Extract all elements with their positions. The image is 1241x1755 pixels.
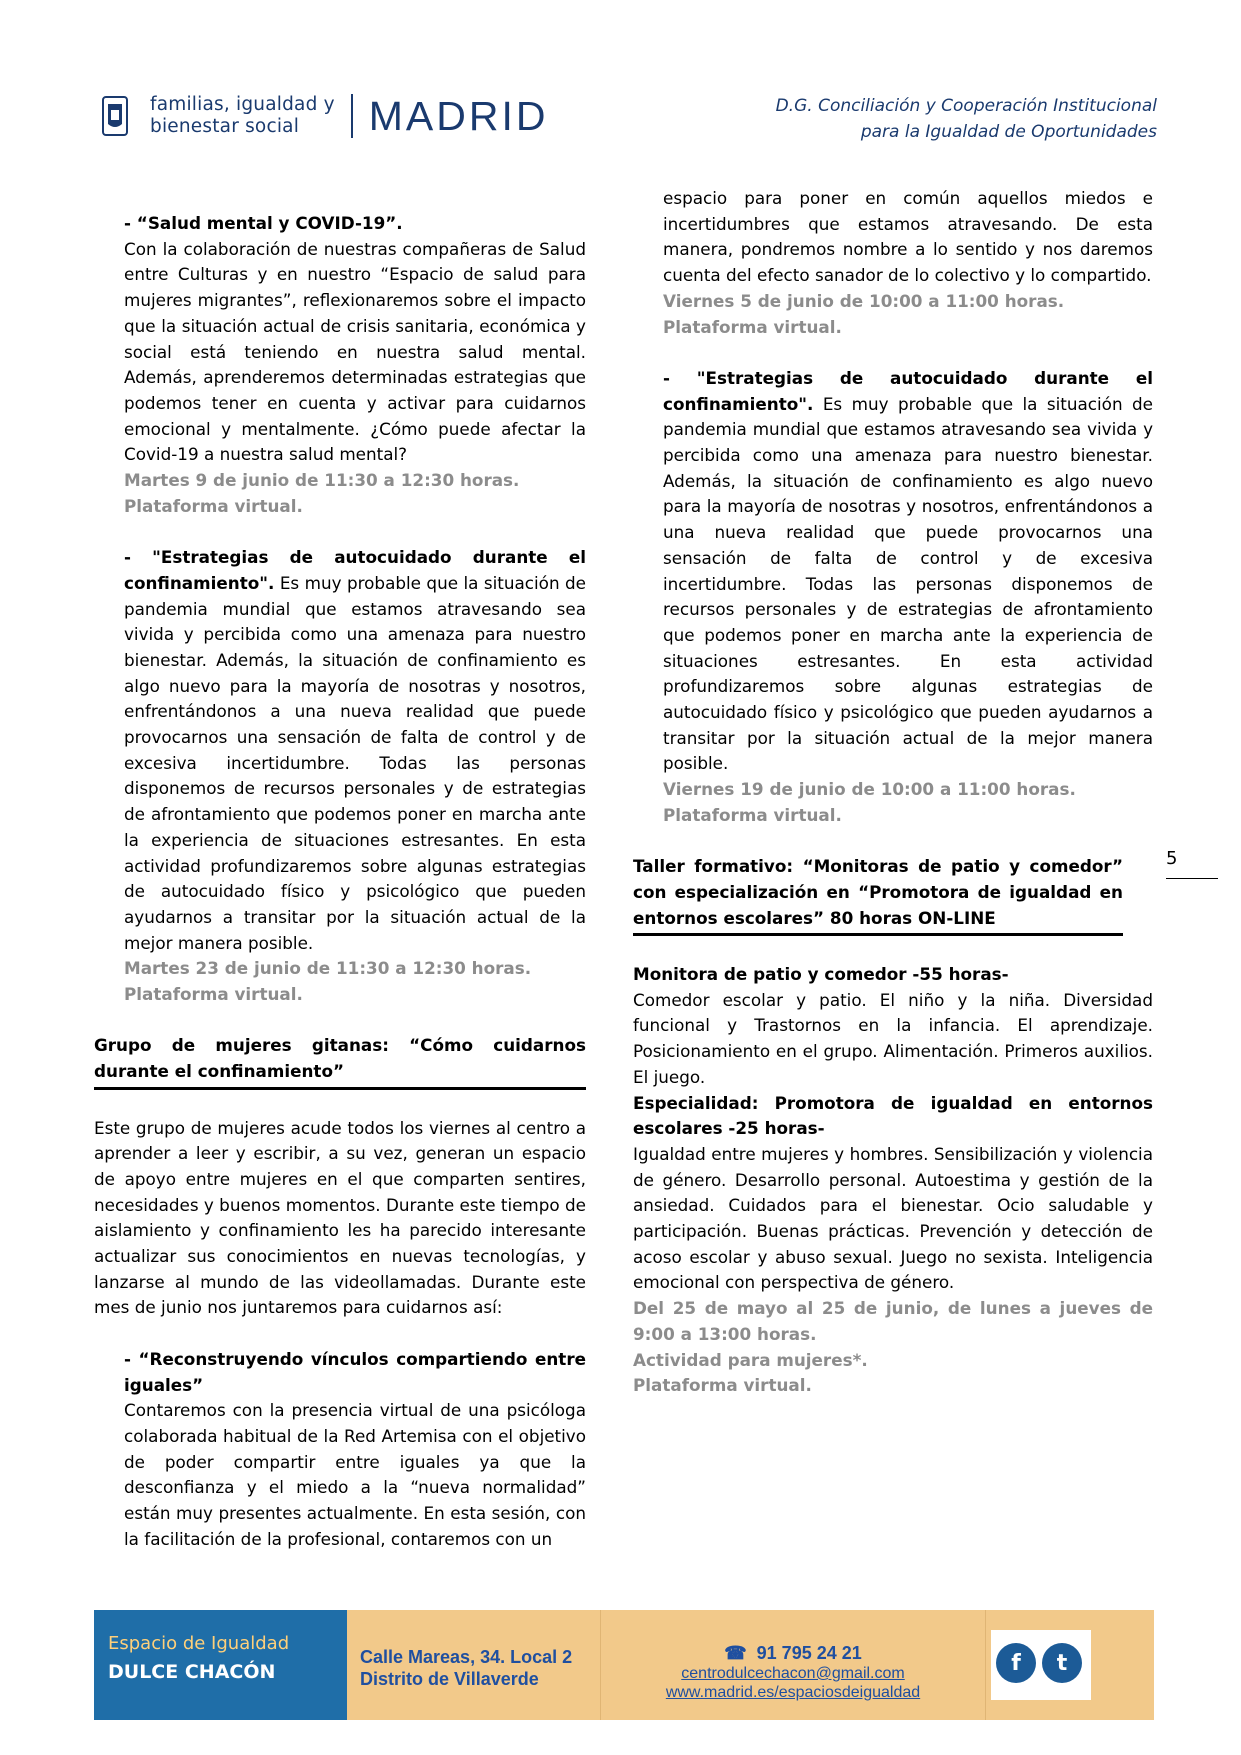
footer-centre-line-2: DULCE CHACÓN <box>108 1661 276 1683</box>
footer-social <box>986 1610 1154 1720</box>
department-line-2: bienestar social <box>150 116 300 137</box>
estrategias-activity-left <box>94 545 586 1008</box>
directorate-heading <box>776 93 1157 145</box>
left-column <box>94 211 586 1553</box>
salud-mental-description: Con la colaboración de nuestras compañeras de Salud entre Culturas y en nuestro “Espacio de salud para mujeres migrantes”, reflexionaremos sobre el impacto que la situación actual de crisis sanitaria, económica y social está teniendo en nuestra salud mental. Además, aprenderemos determinadas estrategias que podemos tener en cuenta y activar para cuidarnos emocional y mentalmente. ¿Cómo puede afectar la Covid-19 a nuestra salud mental? <box>124 238 586 465</box>
reconstruyendo-title: - “Reconstruyendo vínculos compartiendo entre iguales” <box>124 1348 586 1395</box>
reconstruyendo-continued <box>633 186 1153 340</box>
footer-address-line-2: Distrito de Villaverde <box>360 1669 539 1689</box>
gitanas-description: Este grupo de mujeres acude todos los viernes al centro a aprender a leer y escribir, a su vez, generan un espacio de apoyo entre mujeres en el que comparten sentires, necesidades y buenos momentos. Durante este tiempo de aislamiento y confinamiento les ha parecido interesante actualizar sus conocimientos en nuevas tecnologías, y lanzarse al mundo de las videollamadas. Durante este mes de junio nos juntaremos para cuidarnos así: <box>94 1117 587 1318</box>
reconstruyendo-description: Contaremos con la presencia virtual de una psicóloga colaborada habitual de la Red Artemisa con el objetivo de poder compartir entre iguales ya que la desconfianza y el miedo a la “nueva normalidad” están muy presentes actualmente. En esta sesión, con la facilitación de la profesional, contaremos con un <box>124 1400 586 1549</box>
reconstruyendo-activity <box>94 1347 586 1553</box>
estrategias-title-left: - "Estrategias de autocuidado durante el confinamiento". <box>124 547 586 593</box>
phone-icon: ☎ <box>724 1643 747 1663</box>
monitora-title: Monitora de patio y comedor -55 horas- <box>633 964 1009 985</box>
directorate-line-2: para la Igualdad de Oportunidades <box>860 122 1157 142</box>
footer-centre-line-1: Espacio de Igualdad <box>108 1633 290 1654</box>
madrid-logo <box>102 94 548 138</box>
footer-web-link[interactable]: www.madrid.es/espaciosdeigualdad <box>665 1684 921 1701</box>
estrategias-activity-right <box>663 366 1153 829</box>
gitanas-section-title: Grupo de mujeres gitanas: “Cómo cuidarnos durante el confinamiento” <box>94 1033 586 1089</box>
department-line-1: familias, igualdad y <box>150 94 335 115</box>
page-number-rule <box>1166 878 1218 879</box>
salud-mental-date: Martes 9 de junio de 11:30 a 12:30 horas. <box>124 470 520 491</box>
madrid-shield-icon <box>102 96 128 136</box>
taller-section-title: Taller formativo: “Monitoras de patio y comedor” con especialización en “Promotora de igualdad en entornos escolares” 80 horas ON-LINE <box>633 854 1123 936</box>
estrategias-description-right: Es muy probable que la situación de pandemia mundial que estamos atravesando sea vivida y percibida como una amenaza para nuestro bienestar. Además, la situación de confinamiento es algo nuevo para la mayoría de nosotras y nosotros, enfrentándonos a una nueva realidad que puede provocarnos una sensación de falta de control y de excesiva incertidumbre. Todas las personas disponemos de recursos personales y de estrategias de afrontamiento que podemos poner en marcha ante la experiencia de situaciones estresantes. En esta actividad profundizaremos sobre algunas estrategias de autocuidado físico y psicológico que pueden ayudarnos a transitar por la situación actual de la mejor manera posible. <box>663 393 1153 774</box>
department-name <box>150 94 335 138</box>
salud-mental-title: - “Salud mental y COVID-19”. <box>124 213 403 233</box>
estrategias-date-left: Martes 23 de junio de 11:30 a 12:30 horas. <box>124 958 532 979</box>
estrategias-place-left: Plataforma virtual. <box>124 984 303 1005</box>
logo-divider <box>351 94 353 138</box>
especialidad-title: Especialidad: Promotora de igualdad en entornos escolares -25 horas- <box>633 1092 1153 1139</box>
salud-mental-place: Plataforma virtual. <box>124 495 303 516</box>
estrategias-date-right: Viernes 19 de junio de 10:00 a 11:00 horas. <box>663 779 1076 800</box>
facebook-icon[interactable]: f <box>996 1643 1036 1683</box>
taller-date: Del 25 de mayo al 25 de junio, de lunes a jueves de 9:00 a 13:00 horas. <box>633 1298 1153 1344</box>
taller-audience: Actividad para mujeres*. <box>633 1349 868 1370</box>
estrategias-title-right: - "Estrategias de autocuidado durante el confinamiento". <box>663 367 1153 414</box>
madrid-wordmark: MADRID <box>368 92 549 139</box>
right-column <box>633 186 1153 1399</box>
footer-email-link[interactable]: centrodulcechacon@gmail.com <box>681 1665 905 1682</box>
footer-banner <box>94 1610 1154 1720</box>
estrategias-description-left: Es muy probable que la situación de pandemia mundial que estamos atravesando sea vivida y percibida como una amenaza para nuestro bienestar. Además, la situación de confinamiento es algo nuevo para la mayoría de nosotras y nosotros, enfrentándonos a una nueva realidad que puede provocarnos una sensación de falta de control y de excesiva incertidumbre. Todas las personas disponemos de recursos personales y de estrategias de afrontamiento que podemos poner en marcha ante la experiencia de situaciones estresantes. En esta actividad profundizaremos sobre algunas estrategias de autocuidado físico y psicológico que pueden ayudarnos a transitar por la situación actual de la mejor manera posible. <box>124 572 586 953</box>
taller-place: Plataforma virtual. <box>633 1375 812 1396</box>
estrategias-paragraph-right <box>663 366 1153 777</box>
reconstruyendo-date: Viernes 5 de junio de 10:00 a 11:00 horas. <box>663 290 1065 311</box>
monitora-description: Comedor escolar y patio. El niño y la niña. Diversidad funcional y Trastornos en la infancia. El aprendizaje. Posicionamiento en el grupo. Alimentación. Primeros auxilios. El juego. <box>633 989 1153 1087</box>
estrategias-place-right: Plataforma virtual. <box>663 804 842 825</box>
reconstruyendo-description-continued: espacio para poner en común aquellos miedos e incertidumbres que estamos atravesando. De esta manera, pondremos nombre a lo sentido y nos daremos cuenta del efecto sanador de lo colectivo y lo compartido. <box>663 188 1153 286</box>
twitter-icon[interactable]: t <box>1042 1643 1082 1683</box>
footer-centre-name <box>94 1610 347 1720</box>
footer-phone[interactable] <box>601 1642 985 1664</box>
footer-contact <box>600 1610 986 1720</box>
reconstruyendo-place: Plataforma virtual. <box>663 316 842 337</box>
footer-address <box>347 1610 600 1720</box>
taller-details <box>633 962 1153 1399</box>
page-number: 5 <box>1166 848 1178 869</box>
footer-phone-number: 91 795 24 21 <box>756 1643 862 1663</box>
footer-address-line-1: Calle Mareas, 34. Local 2 <box>360 1647 573 1667</box>
salud-mental-activity <box>94 211 586 519</box>
estrategias-paragraph-left <box>124 545 586 956</box>
directorate-line-1: D.G. Conciliación y Cooperación Institucional <box>775 96 1157 116</box>
especialidad-description: Igualdad entre mujeres y hombres. Sensibilización y violencia de género. Desarrollo personal. Autoestima y gestión de la ansiedad. Cuidados para el bienestar. Ocio saludable y participación. Buenas prácticas. Prevención y detección de acoso escolar y abuso sexual. Juego no sexista. Inteligencia emocional con perspectiva de género. <box>633 1143 1153 1293</box>
